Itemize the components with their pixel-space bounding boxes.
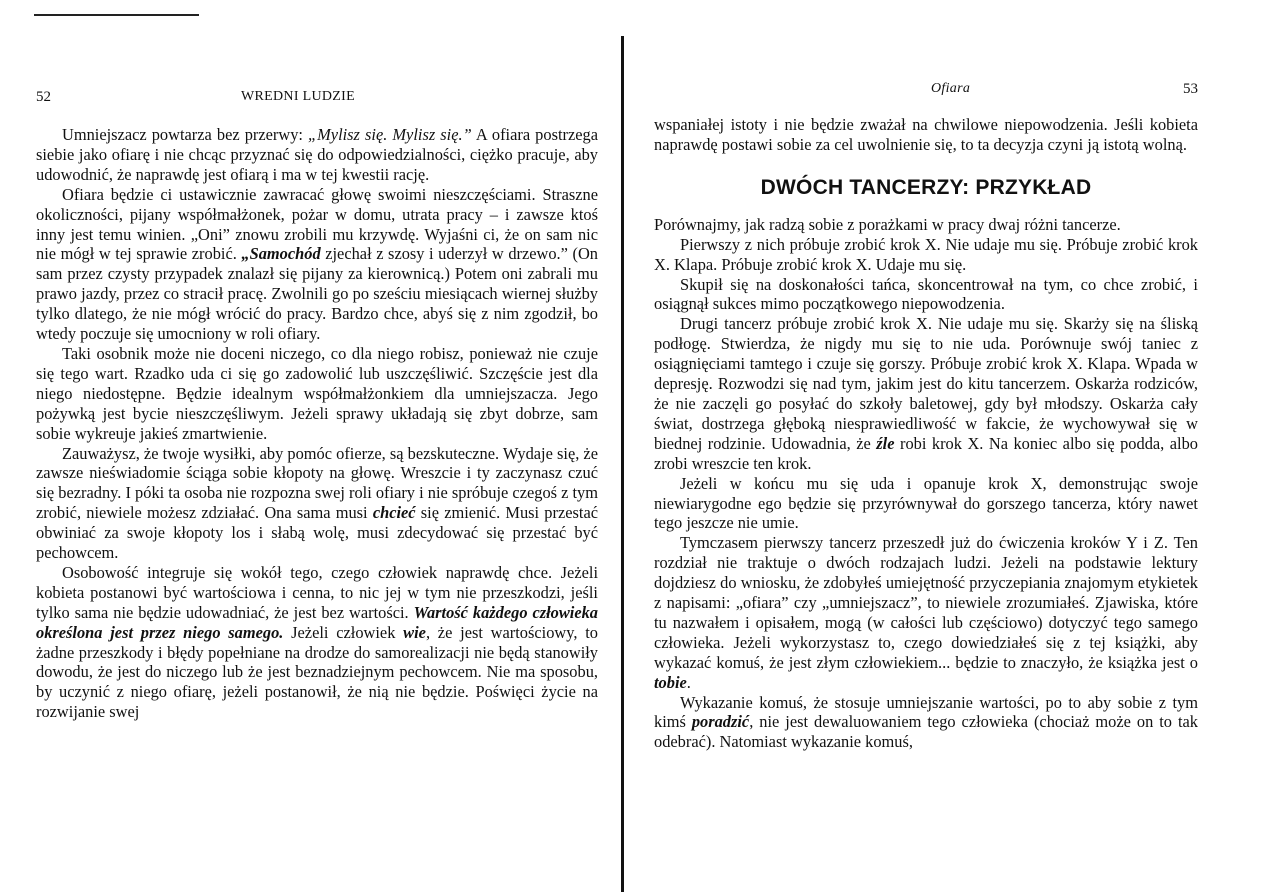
paragraph xyxy=(36,185,598,344)
paragraph xyxy=(36,344,598,444)
paragraph-group xyxy=(654,215,1198,752)
book-spine xyxy=(621,36,624,892)
text-run: , że jest wartościowy, to żadne przeszkody i błędy popełniane na drodze do samorealizacji nie będą stanowiły dowodu, że jest do niczego lub że jest beznadziejnym pechowcem. Nie ma sposobu, by uczynić z niego ofiarę, jeżeli postanowił, że nią nie będzie. Poświęci życie na rozwijanie swej xyxy=(36,622,598,722)
emphasis-text: chcieć xyxy=(372,503,416,523)
text-run: Ofiara będzie ci ustawicznie zawracać głowę swoimi nieszczęściami. Straszne okoliczności, pijany współmałżonek, pożar w domu, utrata pracy – i zawsze ktoś inny jest temu winien. „Oni” znowu zrobili mu krzywdę. Wyjaśni ci, że on sam nic nie mógł w tej sprawie zrobić. xyxy=(36,184,598,264)
emphasis-text: poradzić xyxy=(691,712,750,732)
text-run: zjechał z szosy i uderzył w drzewo.” (On sam przez czysty przypadek znalazł się pijany za kierownicą.) Potem oni zabrali mu prawo jazdy, przez co stracił pracę. Zwolnili go po sześciu miesiącach wiernej służby tylko dlatego, że nie mógł wrócić do pracy. Bardzo chce, abyś się z nim zgodził, bo wtedy poczuje się umocniony w roli ofiary. xyxy=(36,244,598,344)
text-run: Jeżeli człowiek xyxy=(283,622,404,642)
text-run: Wykazanie komuś, że stosuje umniejszanie wartości, po to aby sobie z tym kimś xyxy=(654,692,1198,732)
page-number: 53 xyxy=(1183,81,1198,97)
text-run: Taki osobnik może nie doceni niczego, co dla niego robisz, ponieważ nie czuje się tego wart. Rzadko uda ci się go zadowolić lub uszczęśliwić. Szczęście jest dla niego niedostępne. Będzie idealnym współmałżonkiem dla umniejszacza. Jego pożywką jest bycie nieszczęśliwym. Jeżeli sprawy układają się zbyt dobrze, sam sobie wykreuje jakieś zmartwienie. xyxy=(36,343,598,443)
paragraph xyxy=(654,314,1198,473)
text-run: Zauważysz, że twoje wysiłki, aby pomóc ofierze, są bezskuteczne. Wydaje się, że zawsze nieświadomie ściąga sobie kłopoty na głowę. Wreszcie i ty zaczynasz czuć się bezradny. I póki ta osoba nie rozpozna swej roli ofiary i nie spróbuje czegoś z tym zrobić, niewiele możesz zdziałać. Ona sama musi xyxy=(36,443,598,523)
text-run: , nie jest dewaluowaniem tego człowieka (chociaż może on to tak odebrać). Natomiast wykazanie komuś, xyxy=(654,712,1198,752)
running-head: WREDNI LUDZIE xyxy=(241,89,355,104)
text-run: Jeżeli w końcu mu się uda i opanuje krok X, demonstrując swoje niewiarygodne ego będzie się przyrównywał do gorszego tancerza, który nawet tego jeszcze nie umie. xyxy=(654,473,1198,533)
paragraph xyxy=(654,533,1198,692)
text-run: robi krok X. Na koniec albo się podda, albo zrobi wreszcie ten krok. xyxy=(654,433,1198,473)
text-run: Skupił się na doskonałości tańca, skoncentrował na tym, co chce zrobić, i osiągnął sukces mimo początkowego niepowodzenia. xyxy=(654,274,1198,314)
section-heading: DWÓCH TANCERZY: PRZYKŁAD xyxy=(760,175,1092,199)
paragraph xyxy=(654,215,1198,235)
text-run: Pierwszy z nich próbuje zrobić krok X. Nie udaje mu się. Próbuje zrobić krok X. Klapa. Próbuje zrobić krok X. Udaje mu się. xyxy=(654,234,1198,274)
emphasis-text: „Samochód xyxy=(241,244,321,264)
paragraph xyxy=(36,444,598,563)
text-run: Porównajmy, jak radzą sobie z porażkami w pracy dwaj różni tancerze. xyxy=(654,214,1121,234)
text-run: Drugi tancerz próbuje zrobić krok X. Nie udaje mu się. Skarży się na śliską podłogę. Stwierdza, że nigdy mu się to nie uda. Porównuje swój taniec z osiągnięciami tamtego i czuje się gorszy. Próbuje zrobić krok X. Klapa. Wpada w depresję. Rozwodzi się nad tym, jakim jest do kitu tancerzem. Oskarża rodziców, że nie zaczęli go posyłać do szkoły baletowej, gdy był młodszy. Oskarża cały świat, dostrzega głęboką niesprawiedliwość w fakcie, że wychowywał się w biednej rodzinie. Udowadnia, że xyxy=(654,314,1198,453)
emphasis-text: wie xyxy=(403,622,426,642)
top-rule xyxy=(34,14,199,16)
paragraph xyxy=(654,115,1198,155)
text-run: A ofiara postrzega siebie jako ofiarę i nie chcąc przyznać się do odpowiedzialności, ciężko pracuje, aby udowodnić, że naprawdę jest ofiarą i ma w tej kwestii rację. xyxy=(36,125,598,184)
emphasis-text: Wartość każdego człowieka określona jest przez niego samego. xyxy=(36,602,599,642)
running-head: Ofiara xyxy=(931,81,971,96)
page-number: 52 xyxy=(36,89,51,105)
paragraph xyxy=(36,563,598,722)
emphasis-text: „Mylisz się. Mylisz się.” xyxy=(308,125,472,144)
paragraph-group xyxy=(654,115,1198,155)
paragraph xyxy=(36,125,598,185)
body-text xyxy=(654,115,1198,752)
paragraph xyxy=(654,474,1198,534)
body-text xyxy=(36,125,598,722)
emphasis-text: źle xyxy=(876,433,895,453)
paragraph xyxy=(654,275,1198,315)
text-run: . xyxy=(686,672,691,692)
text-run: wspaniałej istoty i nie będzie zważał na chwilowe niepowodzenia. Jeśli kobieta naprawdę postawi sobie za cel uwolnienie się, to ta decyzja czyni ją istotą wolną. xyxy=(654,115,1198,154)
text-run: Tymczasem pierwszy tancerz przeszedł już do ćwiczenia kroków Y i Z. Ten rozdział nie traktuje o dwóch rodzajach ludzi. Jeżeli na podstawie lektury dojdziesz do wniosku, że zdobyłeś umiejętność przyczepiania znajomym etykietek z napisami: „ofiara” czy „umniejszacz”, to niewiele zrozumiałeś. Zjawiska, które tu nazwałem i opisałem, mogą (w całości lub częściowo) dotyczyć tego samego człowieka. Jeżeli wykorzystasz to, czego dowiedziałeś się z tej książki, aby wykazać komuś, że jest złym człowiekiem... będzie to znaczyło, że książka jest o xyxy=(654,533,1198,672)
paragraph xyxy=(654,693,1198,753)
text-run: Osobowość integruje się wokół tego, czego człowiek naprawdę chce. Jeżeli kobieta postanowi być wartościowa i cenna, to nic jej w tym nie przeszkodzi, jeśli tylko sama nie będzie udowadniać, że jest bez wartości. xyxy=(36,562,598,622)
text-run: Umniejszacz powtarza bez przerwy: xyxy=(62,125,309,144)
text-run: się zmienić. Musi przestać obwiniać za swoje kłopoty los i słabą wolę, musi zdecydować się przestać być pechowcem. xyxy=(36,503,598,563)
paragraph xyxy=(654,235,1198,275)
emphasis-text: tobie xyxy=(654,672,687,692)
